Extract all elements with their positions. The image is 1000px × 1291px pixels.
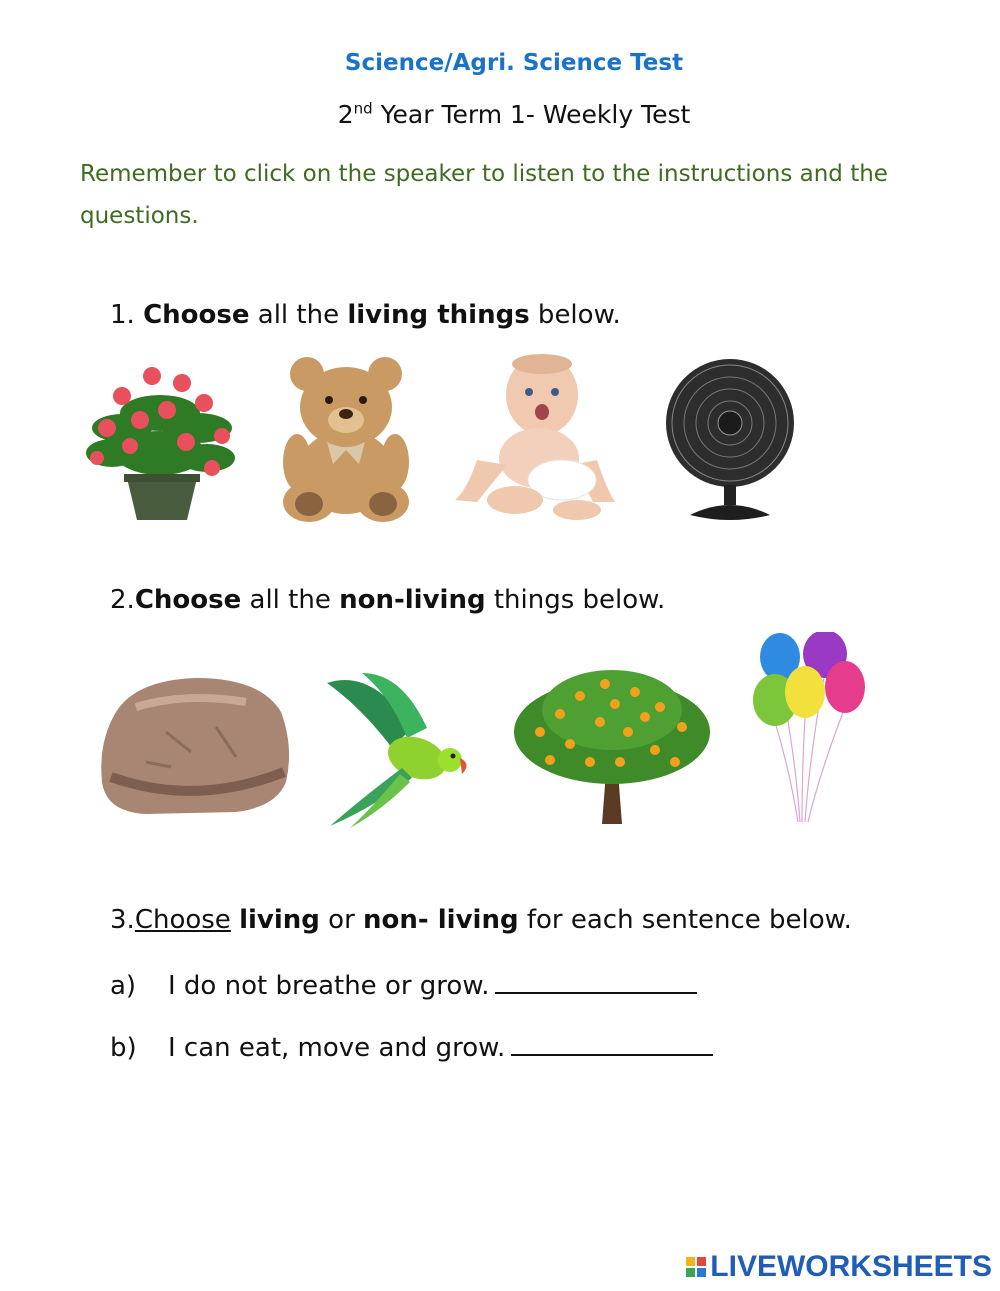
parrot-icon[interactable] [322, 668, 474, 828]
flower-pot-icon[interactable] [82, 358, 242, 523]
q1-word-living-things: living things [347, 300, 530, 330]
q3-word-or: or [319, 905, 364, 935]
page-title: Science/Agri. Science Test [344, 50, 684, 76]
baby-icon[interactable] [447, 350, 619, 526]
answer-b-blank[interactable] [511, 1030, 713, 1056]
rock-icon[interactable] [96, 672, 296, 820]
q3-number: 3. [110, 905, 135, 935]
question-1 [110, 300, 621, 330]
question-3 [110, 905, 852, 935]
subtitle-sup: nd [353, 99, 373, 118]
option-a-label: a) [110, 971, 137, 1001]
answer-a-blank[interactable] [495, 968, 697, 994]
q2-word-non-living: non-living [339, 585, 486, 615]
q1-number: 1. [110, 300, 135, 330]
option-a [110, 968, 697, 1001]
orange-tree-icon[interactable] [510, 662, 715, 827]
liveworksheets-brand[interactable] [686, 1250, 992, 1284]
option-b [110, 1030, 713, 1063]
instruction-text: Remember to click on the speaker to listen to the instructions and the questions. [80, 161, 888, 229]
page-subtitle [0, 100, 1000, 129]
q2-word-choose: Choose [134, 585, 242, 615]
q3-word-choose: Choose [134, 905, 231, 935]
q2-text-a: all the [241, 585, 340, 615]
option-b-label: b) [110, 1033, 137, 1063]
q1-text-a: all the [249, 300, 348, 330]
option-b-text: I can eat, move and grow. [168, 1033, 506, 1063]
brand-text: LIVEWORKSHEETS [710, 1250, 992, 1283]
electric-fan-icon[interactable] [645, 355, 815, 525]
q1-word-choose: Choose [143, 300, 250, 330]
q3-word-living: living [239, 905, 320, 935]
teddy-bear-icon[interactable] [277, 352, 417, 524]
q3-space [231, 905, 239, 935]
option-a-text: I do not breathe or grow. [168, 971, 490, 1001]
q1-text-b: below. [529, 300, 621, 330]
balloons-icon[interactable] [750, 632, 870, 830]
subtitle-prefix: 2 [337, 100, 354, 129]
q2-number: 2. [110, 585, 135, 615]
q3-word-non-living: non- living [363, 905, 519, 935]
q2-text-b: things below. [485, 585, 666, 615]
question-2 [110, 585, 665, 615]
q3-text-end: for each sentence below. [518, 905, 852, 935]
subtitle-rest: Year Term 1- Weekly Test [372, 100, 691, 129]
liveworksheets-logo-icon [686, 1257, 706, 1277]
